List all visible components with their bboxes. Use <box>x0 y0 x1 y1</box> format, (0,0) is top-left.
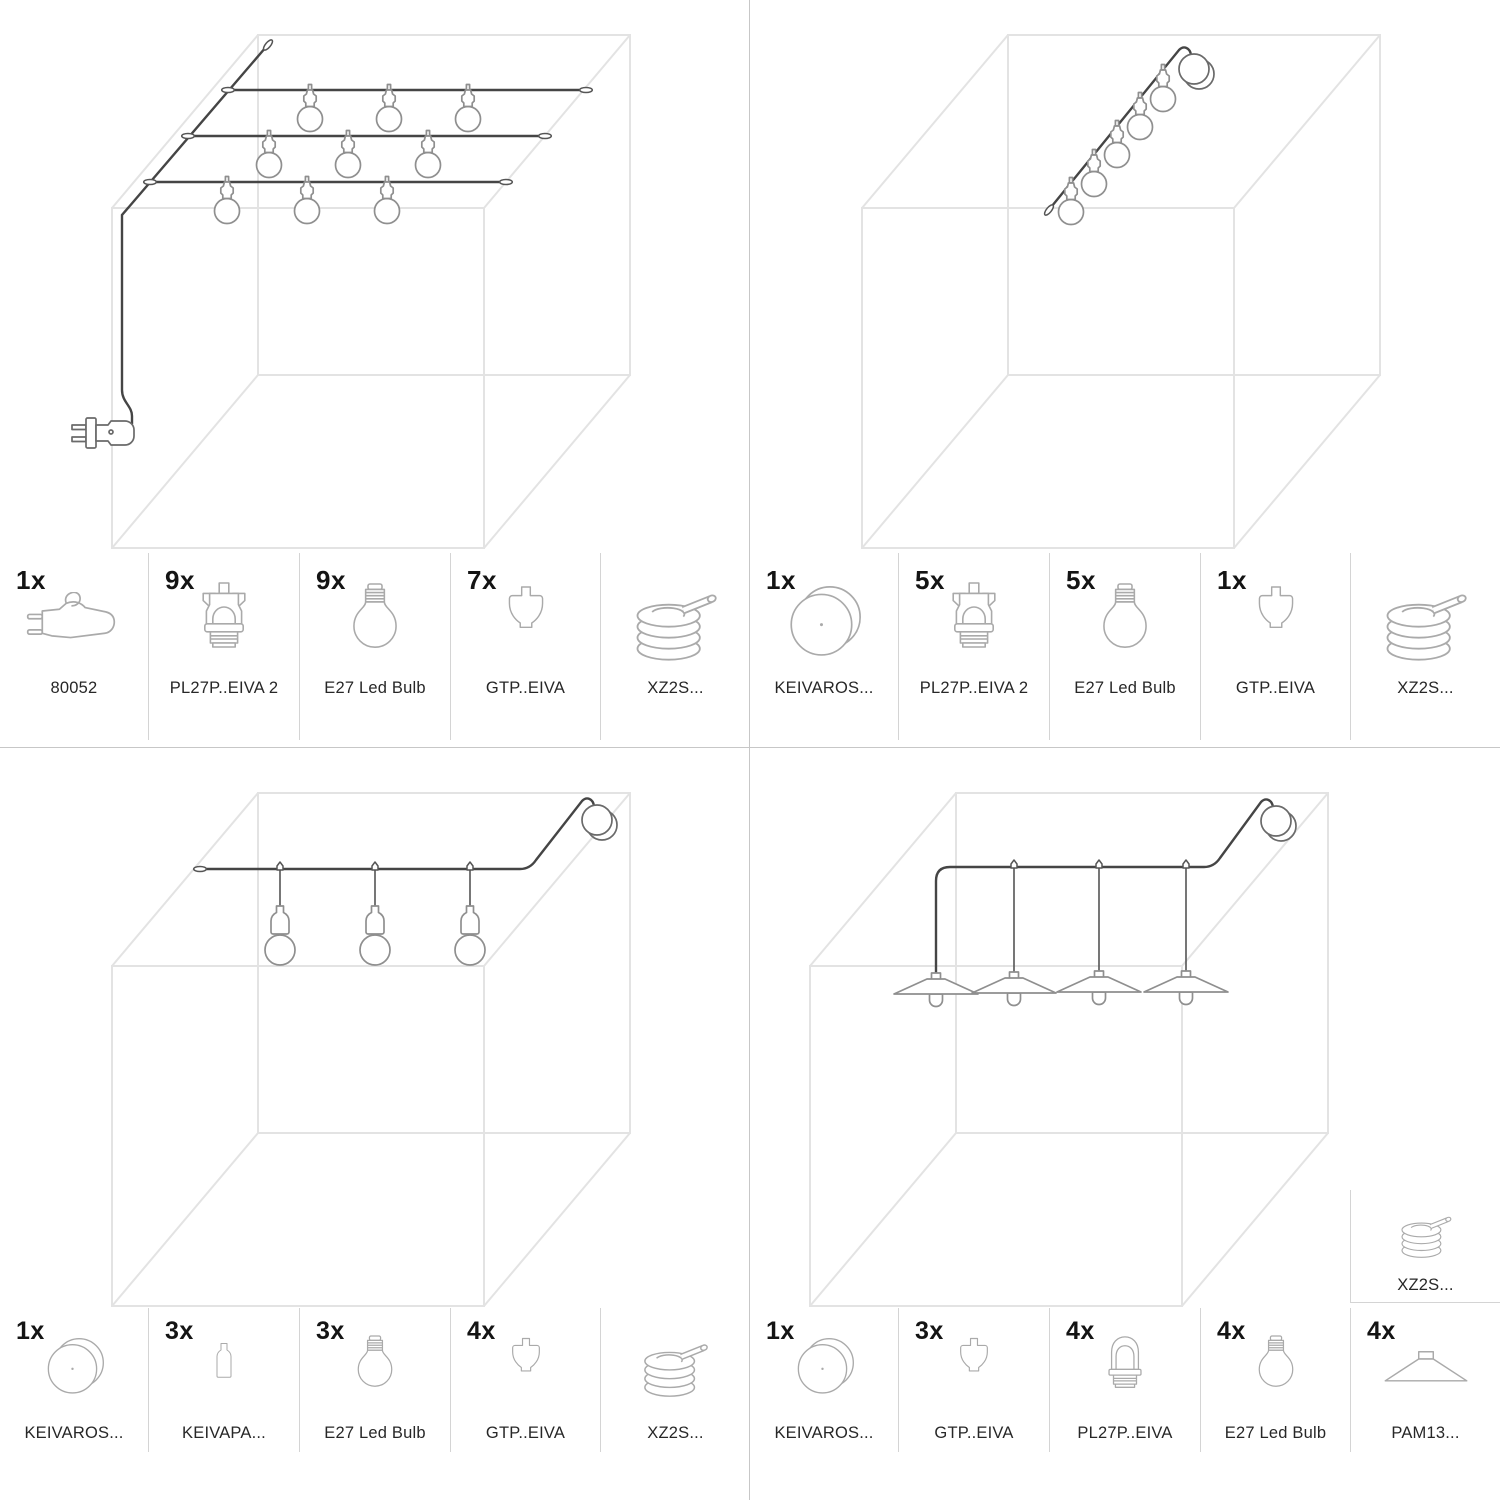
part-quantity: 1x <box>766 565 796 595</box>
part-code: GTP..EIVA <box>485 679 566 697</box>
part-code: PL27P..EIVA <box>1077 1424 1173 1442</box>
part-quantity: 9x <box>165 565 195 595</box>
part-code: PL27P..EIVA 2 <box>919 679 1029 697</box>
part-cell <box>1200 1308 1350 1452</box>
part-code: E27 Led Bulb <box>324 679 426 697</box>
part-code: KEIVAROS... <box>774 679 874 697</box>
part-code: PL27P..EIVA 2 <box>169 679 279 697</box>
part-cell <box>898 1308 1049 1452</box>
part-quantity: 5x <box>915 565 945 595</box>
part-quantity: 3x <box>165 1317 194 1345</box>
part-code: E27 Led Bulb <box>324 1424 426 1442</box>
part-code: XZ2S... <box>647 679 704 697</box>
part-code: KEIVAPA... <box>182 1424 266 1442</box>
part-code: E27 Led Bulb <box>1224 1424 1327 1442</box>
part-quantity: 3x <box>915 1317 944 1345</box>
led-bulb-icon <box>1201 1312 1350 1422</box>
part-code: XZ2S... <box>1397 1276 1454 1294</box>
part-code: GTP..EIVA <box>934 1424 1014 1442</box>
part-quantity: 1x <box>1217 565 1247 595</box>
cable-hook-cap-icon <box>899 1312 1049 1422</box>
part-code: XZ2S... <box>647 1424 704 1442</box>
part-code: XZ2S... <box>1397 679 1454 697</box>
part-quantity: 5x <box>1066 565 1096 595</box>
part-cell <box>1049 1308 1200 1452</box>
part-quantity: 4x <box>1066 1317 1095 1345</box>
part-code: 80052 <box>50 679 98 697</box>
part-quantity: 7x <box>467 565 497 595</box>
part-quantity: 1x <box>766 1317 795 1345</box>
part-code: E27 Led Bulb <box>1074 679 1176 697</box>
cable-coil-icon <box>1351 1194 1500 1274</box>
part-quantity: 4x <box>467 1317 496 1345</box>
ceiling-rose-icon <box>750 1312 898 1422</box>
part-quantity: 9x <box>316 565 346 595</box>
part-quantity: 1x <box>16 565 46 595</box>
part-quantity: 4x <box>1367 1317 1396 1345</box>
part-code: KEIVAROS... <box>24 1424 124 1442</box>
part-cell <box>1350 1308 1500 1452</box>
lamp-holder-dome-icon <box>1050 1312 1200 1422</box>
part-code: KEIVAROS... <box>774 1424 874 1442</box>
part-code: GTP..EIVA <box>485 1424 566 1442</box>
vertical-divider <box>749 0 750 1500</box>
part-quantity: 3x <box>316 1317 345 1345</box>
part-quantity: 1x <box>16 1317 45 1345</box>
part-cell-extra-cable <box>1350 1190 1500 1303</box>
horizontal-divider <box>0 747 1500 748</box>
part-code: GTP..EIVA <box>1235 679 1316 697</box>
part-cell <box>750 1308 898 1452</box>
flat-lampshade-icon <box>1351 1312 1500 1422</box>
part-quantity: 4x <box>1217 1317 1246 1345</box>
part-code: PAM13... <box>1391 1424 1460 1442</box>
